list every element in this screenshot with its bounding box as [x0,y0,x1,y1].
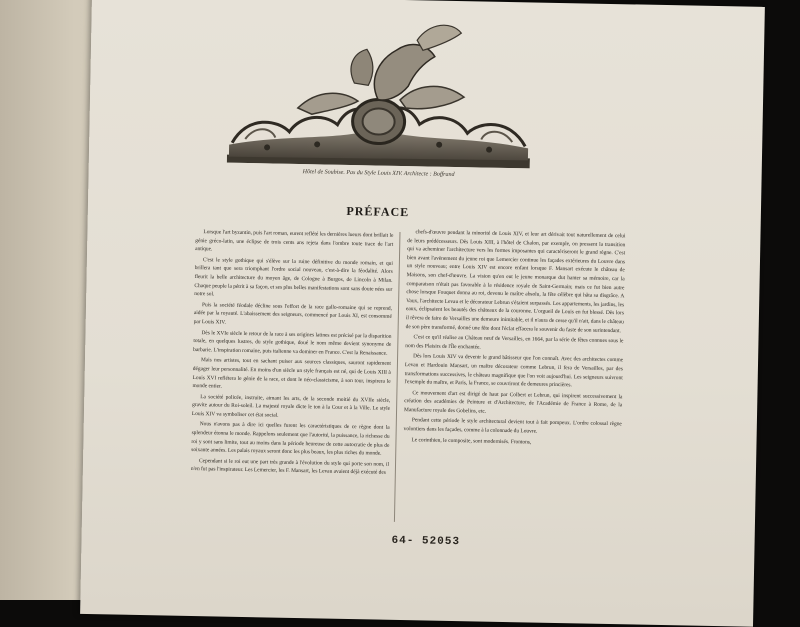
paragraph: Cependant si le roi eut une part très grande à l'évolution du style qui porte son nom, il n'en fut pas l'inspirateur. Les Lemercier, les F. Mansart, les Levau avaient déjà exécuté des [190,457,390,477]
paragraph: Ce mouvement d'art est dirigé de haut par Colbert et Lebrun, qui inspirent successivement la création des académies de Peinture et d'Architecture, de l'Académie de France à Rome, de la Manufacture royale des Gobelins, etc. [404,389,623,415]
ornamental-engraving [227,7,533,169]
paragraph: Dès lors Louis XIV va devenir le grand bâtisseur que l'on connaît. Avec des architectes comme Levau et Hardouin Mansart, un maître décorateur comme Lebrun, il fera de Versailles, par des transformations successives, le château magnifique que l'on voit aujourd'hui. Les seigneurs suivront l'exemple du maître, et Paris, la France, se couvriront de demeures princières. [404,353,624,389]
paragraph: C'est le style gothique qui s'élève sur la ruine définitive du monde romain, et qui brillera tant que sera triomphant l'ordre social nouveau, c'est-à-dire la féodalité. Alors fleurit la belle architecture du moyen âge, de Cologne à Burgos, de Lincoln à Milan. Chaque peuple la pétrit à sa façon, et ses plus belles manifestations sont sans doute nées sur notre sol. [194,256,393,298]
paragraph: Dès le XVIe siècle le retour de la race à ses origines latines est précisé par la disparition totale, en quelques lustres, du style gothique, doué le nom même devient synonyme de barbarie. L'inspiration romaine, puis italienne va dominer en France. C'est la Renaissance. [193,329,392,357]
column-divider [394,232,401,522]
engraving-caption: Hôtel de Soubise. Pas du Style Louis XIV. Architecte : Boffrand [302,169,455,178]
reference-number: 64- 52053 [391,534,461,549]
paragraph: Nous n'avons pas à dire ici quelles furent les caractéristiques de ce règne dont la splendeur étonna le monde. Rappelons seulement que l'autorité, la puissance, la richesse du roi y sont sans limite, tout au moins dans la période heureuse de cette autocratie de plus de soixante années. Les palais royaux seront donc les plus beaux, les plus riches du monde. [191,421,390,457]
paragraph: La société policée, instruite, aimant les arts, de la seconde moitié du XVIIe siècle, gravite autour du Roi-soleil. La majesté royale dicte le ton à la Cour et à la Ville. Le style Louis XIV va symboliser cet état social. [191,393,391,419]
page-title: PRÉFACE [346,203,410,220]
paragraph: Mais nos artistes, tout en sachant puiser aux sources classiques, sauront rapidement dégager leur personnalité. En moins d'un siècle un style français est né, qui de Louis XIII à Louis XVI reflétera le génie de la race, et dont le néo-classicisme, à son tour, inspirera le monde entier. [192,357,392,390]
text-column-right [403,228,625,450]
paragraph: Pendant cette période le style architectural devient tout à fait pompeux. L'ordre colossal règne volontiers dans les façades, comme à la colonnade du Louvre. [403,417,622,435]
paragraph: chefs-d'œuvre pendant la minorité de Louis XIV, et leur art dérivait tout naturellement de celui de leurs prédécesseurs. Dès Louis XIII, à l'hôtel de Chalon, par exemple, on pressent la transition qui va acheminer l'architecture vers les formes imposantes qui caractériseront le grand règne. C'est bien avant l'avènement du jeune roi que Lemercier continue les façades extérieures du Louvre dans un style nouveau; entre Louis XIV est encore enfant lorsque F. Mansart exécute le château de Maisons, son chef-d'œuvre. La vision qu'en eut le jeune monarque dut hanter sa mémoire, car la comparaison n'était pas favorable à la résidence royale de Saint-Germain; mais ce fut bien autre chose lorsque Fouquet donna au roi, devenu le maître absolu, la fête célèbre qui hâta sa disgrâce. A Vaux, l'architecte Levau et le décorateur Lebrun s'étaient surpassés. Les appartements, les jardins, les eaux, éclipsaient les beautés des châteaux de la couronne. L'orgueil de Louis en fut blessé. Dès lors il rêvera de faire de Versailles une demeure inimitable, et il n'aura de cesse qu'il n'ait, dans le château de son père transformé, donné une fête dont l'éclat effacera le souvenir du faste de son surintendant. [405,229,626,334]
paragraph: Puis la société féodale décline sous l'effort de la race gallo-romaine qui se reprend, aidée par la royauté. L'abaissement des seigneurs, commencé par Louis XI, est consommé par Louis XIV. [193,301,393,326]
paragraph: C'est ce qu'il réalise au Château neuf de Versailles, en 1664, par la série de fêtes connues sous le nom des Plaisirs de l'Île enchantée. [405,334,624,351]
book-page [80,0,765,627]
paragraph: Le corinthien, le composite, sont modernisés. Frontons, [411,436,532,446]
text-column-left [191,228,394,480]
paragraph: Lorsque l'art byzantin, puis l'art roman, eurent reflété les dernières lueurs dont brillait le génie gréco-latin, une éclipse de trois cents ans rejeta dans l'ombre toute trace de l'art antique. [195,229,394,253]
